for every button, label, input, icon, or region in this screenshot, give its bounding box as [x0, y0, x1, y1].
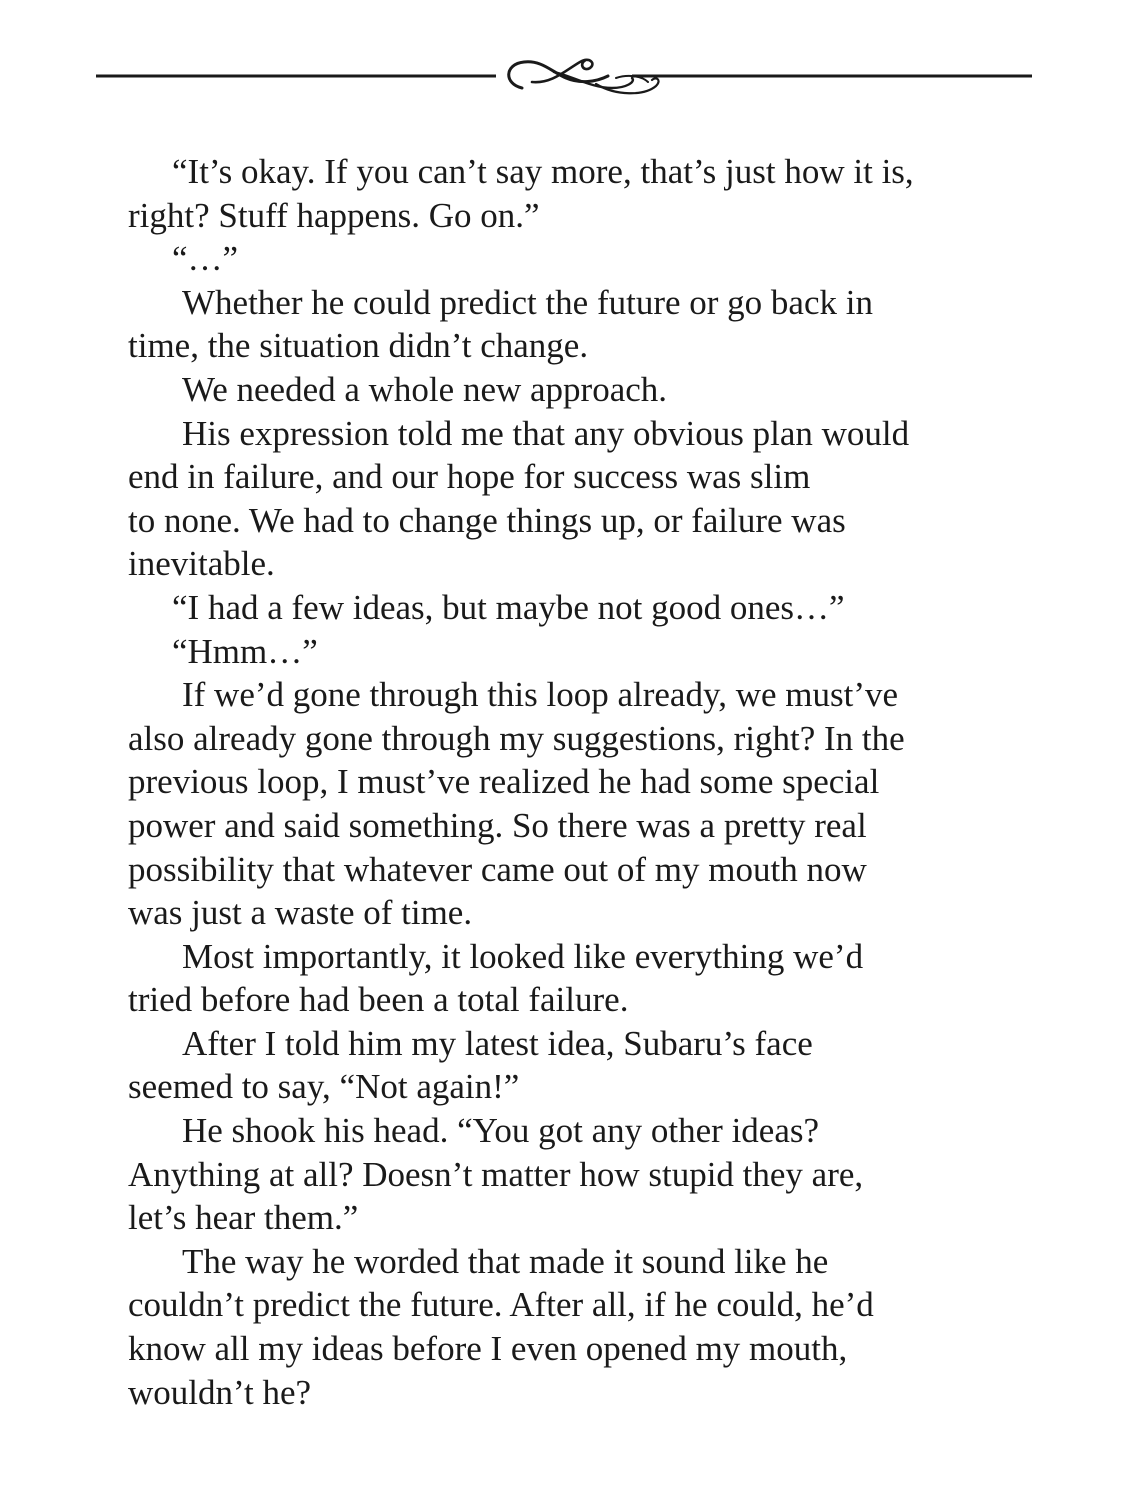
flourish-divider-icon: [96, 48, 1032, 108]
text-line: inevitable.: [128, 544, 275, 584]
text-line: We needed a whole new approach.: [182, 369, 668, 409]
text-line: The way he worded that made it sound like he: [182, 1241, 829, 1281]
text-line: If we’d gone through this loop already, we must’ve: [182, 675, 899, 715]
text-line: right? Stuff happens. Go on.”: [128, 195, 540, 235]
text-line: time, the situation didn’t change.: [128, 326, 589, 366]
text-line: After I told him my latest idea, Subaru’s face: [182, 1023, 813, 1063]
text-line: He shook his head. “You got any other ideas?: [182, 1111, 820, 1151]
text-line: Anything at all? Doesn’t matter how stupid they are,: [128, 1154, 864, 1194]
text-line: Whether he could predict the future or go back in: [182, 282, 873, 322]
text-line: “It’s okay. If you can’t say more, that’s just how it is,: [172, 152, 914, 191]
text-line: seemed to say, “Not again!”: [128, 1067, 520, 1107]
body-text: [128, 150, 1008, 1414]
text-line: possibility that whatever came out of my mouth now: [128, 849, 867, 889]
text-line: tried before had been a total failure.: [128, 980, 629, 1020]
text-line: His expression told me that any obvious plan would: [182, 413, 910, 453]
text-line: Most importantly, it looked like everything we’d: [182, 936, 864, 976]
text-line: wouldn’t he?: [128, 1372, 312, 1412]
text-line: know all my ideas before I even opened my mouth,: [128, 1329, 848, 1369]
text-line: “I had a few ideas, but maybe not good ones…”: [172, 587, 845, 627]
text-line: end in failure, and our hope for success was slim: [128, 457, 811, 497]
text-line: previous loop, I must’ve realized he had some special: [128, 762, 880, 802]
text-line: “Hmm…”: [172, 631, 318, 671]
text-line: let’s hear them.”: [128, 1198, 359, 1238]
text-line: to none. We had to change things up, or failure was: [128, 500, 846, 540]
flourish-icon: [509, 60, 659, 93]
text-line: was just a waste of time.: [128, 893, 473, 933]
text-line: also already gone through my suggestions, right? In the: [128, 718, 905, 758]
text-line: “…”: [172, 239, 239, 279]
text-line: couldn’t predict the future. After all, if he could, he’d: [128, 1285, 874, 1325]
text-line: power and said something. So there was a pretty real: [128, 805, 867, 845]
